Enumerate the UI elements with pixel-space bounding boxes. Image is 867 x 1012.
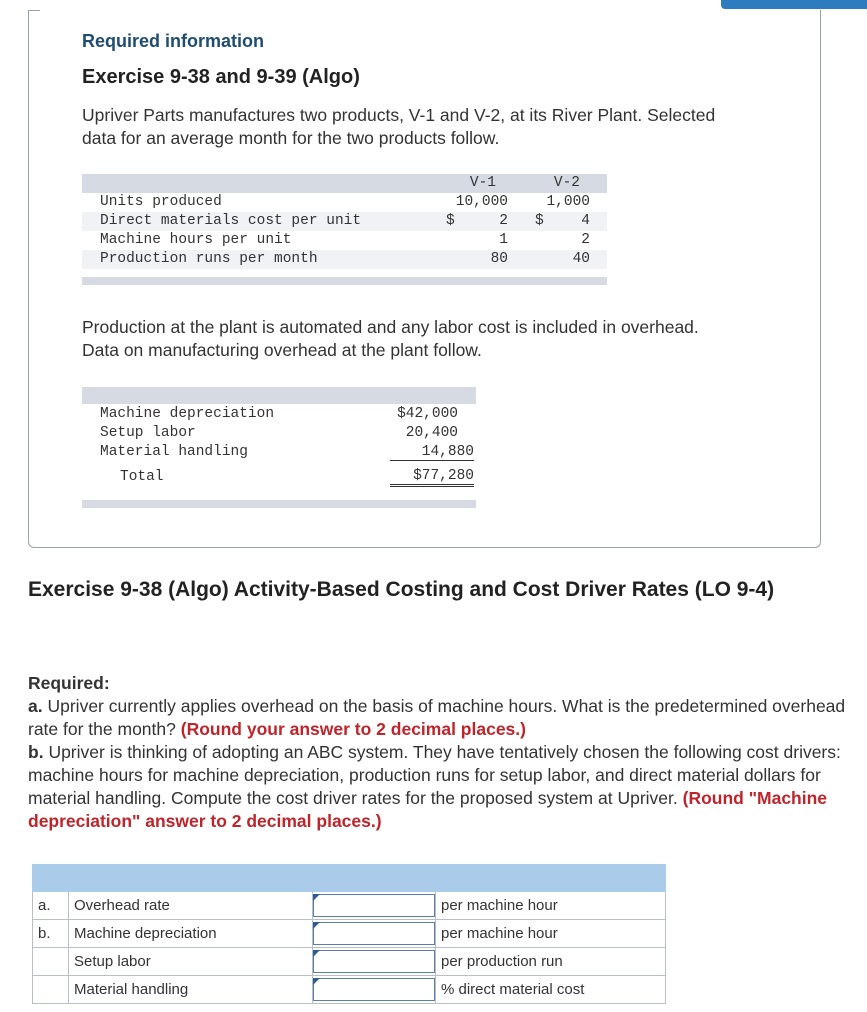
setup-labor-input[interactable]	[313, 950, 435, 973]
table-row: Machine depreciation	[100, 406, 275, 422]
table-row: Material handling % direct material cost	[33, 976, 666, 1004]
answer-table-header	[33, 865, 666, 892]
exercise-title: Exercise 9-38 and 9-39 (Algo)	[82, 66, 360, 88]
col-header-v1: V-1	[469, 175, 496, 191]
overhead-paragraph: Production at the plant is automated and any labor cost is included in overhead. Data on manufacturing overhead at the plant follow.	[82, 317, 699, 360]
table-row: a. Overhead rate per machine hour	[33, 892, 666, 920]
machine-depreciation-input[interactable]	[313, 922, 435, 945]
table-row: Setup labor per production run	[33, 948, 666, 976]
overhead-rate-input[interactable]	[313, 894, 435, 917]
required-info-heading: Required information	[82, 31, 265, 51]
table-row: Setup labor	[100, 425, 196, 441]
answer-table	[32, 864, 666, 1004]
required-instructions: Required: a. Upriver currently applies overhead on the basis of machine hours. What is the predetermined overhead rate for the month? (Round your answer to 2 decimal places.) b. Upriver is thinking of adopting an ABC system. They have tentatively chosen the following cost drivers: machine hours for machine depreciation, production runs for setup labor, and direct material dollars for material handling. Compute the cost driver rates for the proposed system at Upriver. (Round "Machine depreciation" answer to 2 decimal places.)	[28, 673, 846, 831]
table-row: Material handling	[100, 444, 248, 460]
top-right-button[interactable]	[721, 0, 867, 9]
required-heading: Required:	[28, 673, 110, 693]
section-title: Exercise 9-38 (Algo) Activity-Based Costing and Cost Driver Rates (LO 9-4)	[28, 578, 775, 601]
col-header-v2: V-2	[553, 175, 580, 191]
intro-paragraph: Upriver Parts manufactures two products, V-1 and V-2, at its River Plant. Selected data for an average month for the two products follow.	[82, 105, 716, 148]
total-value: $77,280	[390, 468, 474, 487]
table-row: b. Machine depreciation per machine hour	[33, 920, 666, 948]
total-label: Total	[120, 469, 164, 485]
material-handling-input[interactable]	[313, 978, 435, 1001]
